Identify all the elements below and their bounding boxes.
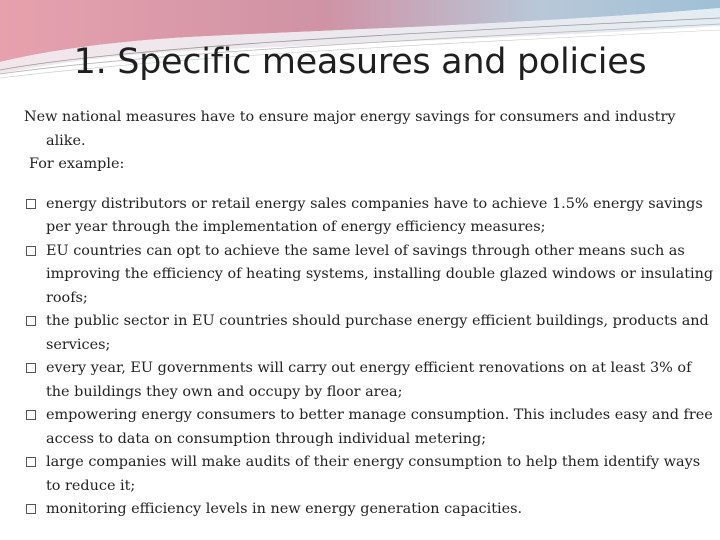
checkbox-square-icon [26, 457, 36, 467]
list-item [24, 357, 714, 404]
checkbox-square-icon [26, 504, 36, 514]
list-item-text: energy distributors or retail energy sales companies have to achieve 1.5% energy savings per year through the implementation of energy efficiency measures; [46, 195, 703, 235]
list-item [24, 451, 714, 498]
checkbox-square-icon [26, 316, 36, 326]
list-item-text: empowering energy consumers to better manage consumption. This includes easy and free access to data on consumption through individual metering; [46, 407, 713, 447]
list-item-text: every year, EU governments will carry out energy efficient renovations on at least 3% of the buildings they own and occupy by floor area; [46, 360, 692, 400]
measures-list [24, 193, 714, 522]
list-item [24, 498, 714, 522]
slide-body [24, 106, 714, 522]
checkbox-square-icon [26, 410, 36, 420]
list-item [24, 310, 714, 357]
list-item-text: EU countries can opt to achieve the same level of savings through other means such as improving the efficiency of heating systems, installing double glazed windows or insulating roofs; [46, 242, 714, 306]
slide-title: 1. Specific measures and policies [73, 42, 647, 82]
list-item [24, 404, 714, 451]
checkbox-square-icon [26, 246, 36, 256]
for-example-label: For example: [29, 156, 125, 172]
list-item-text: monitoring efficiency levels in new energy generation capacities. [46, 501, 523, 517]
checkbox-square-icon [26, 199, 36, 209]
list-item-text: large companies will make audits of their energy consumption to help them identify ways to reduce it; [46, 454, 701, 494]
list-item [24, 240, 714, 311]
intro-text: New national measures have to ensure major energy savings for consumers and industry alike. [24, 109, 676, 149]
list-item [24, 193, 714, 240]
checkbox-square-icon [26, 363, 36, 373]
list-item-text: the public sector in EU countries should purchase energy efficient buildings, products and services; [46, 313, 709, 353]
